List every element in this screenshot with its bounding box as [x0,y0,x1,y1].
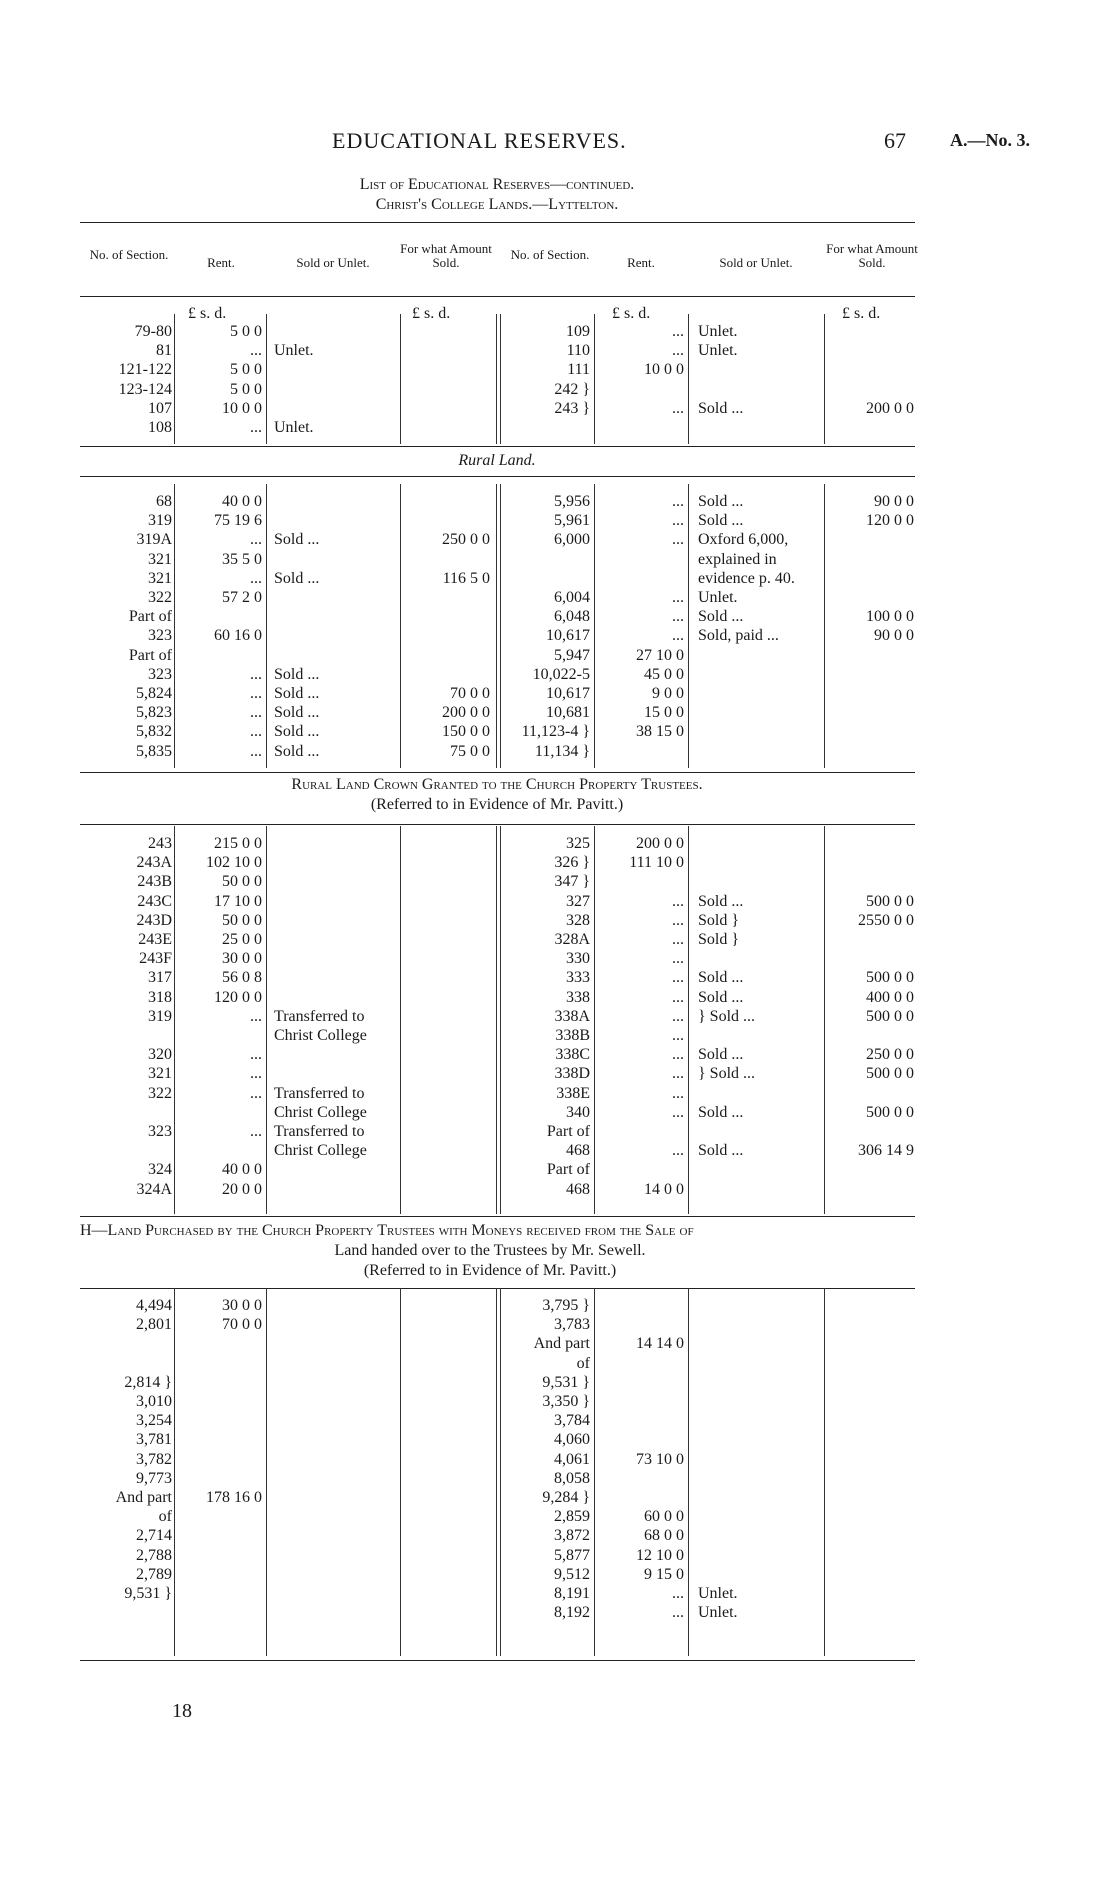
table-cell-section: 323 [148,1123,172,1140]
table-cell-section: Part of [128,646,172,664]
table-cell-rent: 50 0 0 [222,911,262,929]
table-cell-section: 2,788 [136,1546,172,1564]
units-amount-right: £ s. d. [842,305,881,322]
column-separator [688,1288,689,1656]
table-top-rule [80,222,915,223]
table-cell-sold: Transferred to [274,1084,365,1102]
table-cell-section: 81 [156,342,172,360]
table-cell-section: 319 [148,1007,172,1025]
table-cell-section: 338B [555,1027,590,1044]
table-cell-rent: ... [672,531,684,549]
table-cell-amount: 90 0 0 [874,627,914,645]
column-separator [824,314,825,444]
table-cell-rent: 5 0 0 [230,323,262,340]
table-cell-sold: Sold ... [698,969,744,987]
table-cell-rent: 30 0 0 [222,1297,262,1314]
table-cell-section: 243D [136,911,172,929]
table-cell-sold: Sold ... [274,742,320,760]
column-separator [688,826,689,1214]
table-cell-section: 326 } [554,854,590,872]
crown-block-top-rule [80,824,915,825]
column-header-section-right: No. of Section. [510,247,590,262]
table-cell-section: 11,123-4 } [521,723,590,741]
table-cell-section: 5,877 [554,1546,590,1564]
table-cell-section: 321 [148,550,172,568]
table-cell-rent: ... [672,608,684,626]
table-cell-section: 243 } [554,399,590,417]
table-cell-rent: ... [672,1065,684,1083]
table-cell-amount: 90 0 0 [874,493,914,510]
table-cell-sold: Oxford 6,000, [698,531,789,549]
table-cell-rent: ... [250,1065,262,1083]
table-cell-rent: 27 10 0 [636,646,684,664]
table-cell-rent: 9 0 0 [652,685,684,702]
table-cell-section: 107 [148,399,172,417]
town-block-bottom-rule [80,446,915,447]
table-cell-section: 9,773 [136,1469,172,1487]
table-cell-section: 468 [566,1142,590,1160]
table-cell-rent: 56 0 8 [222,969,262,987]
table-cell-rent: 30 0 0 [222,950,262,968]
table-cell-rent: 60 16 0 [214,627,262,645]
table-cell-sold: } Sold ... [698,1007,756,1025]
table-cell-sold: Sold ... [274,723,320,741]
table-cell-rent: 5 0 0 [230,380,262,398]
rural-block-top-rule [80,476,915,477]
table-cell-section: 243E [138,931,172,948]
column-separator [400,1288,401,1656]
table-cell-section: 324A [136,1180,172,1198]
table-cell-rent: ... [250,704,262,722]
table-cell-rent: 9 15 0 [644,1565,684,1583]
table-cell-amount: 200 0 0 [442,704,490,722]
table-cell-amount: 2550 0 0 [858,911,914,929]
table-cell-rent: 15 0 0 [644,704,684,722]
table-cell-rent: 70 0 0 [222,1316,262,1334]
table-cell-rent: 35 5 0 [222,550,262,568]
page-title: EDUCATIONAL RESERVES. [332,128,627,153]
table-cell-sold: Unlet. [698,1585,738,1602]
table-cell-section: And part [533,1335,590,1353]
table-cell-rent: ... [250,419,262,436]
table-cell-section: 338A [554,1007,590,1025]
table-cell-amount: 75 0 0 [450,742,490,760]
column-header-section-left: No. of Section. [89,247,169,262]
table-cell-rent: 14 14 0 [636,1335,684,1353]
column-separator [594,484,595,768]
column-separator [824,484,825,768]
column-separator [400,314,401,444]
units-rent-right: £ s. d. [612,305,651,322]
table-cell-amount: 400 0 0 [866,988,914,1006]
table-cell-section: 2,814 } [124,1373,172,1391]
table-cell-sold: Sold, paid ... [698,627,779,645]
table-cell-rent: ... [672,1027,684,1044]
table-cell-sold: Unlet. [698,323,738,340]
table-cell-rent: 5 0 0 [230,361,262,379]
table-cell-rent: 45 0 0 [644,665,684,683]
table-cell-rent: ... [250,1046,262,1064]
table-cell-rent: ... [250,665,262,683]
table-cell-section: 320 [148,1046,172,1064]
table-cell-sold: Sold ... [698,608,744,626]
table-cell-section: 3,782 [136,1450,172,1468]
table-cell-rent: ... [672,931,684,948]
table-cell-rent: 215 0 0 [214,835,262,852]
crown-block-bottom-rule [80,1216,915,1217]
table-cell-section: 318 [148,988,172,1006]
table-cell-rent: ... [672,988,684,1006]
table-cell-sold: Unlet. [698,342,738,360]
table-cell-rent: 10 0 0 [644,361,684,379]
table-cell-section: 322 [148,589,172,606]
table-cell-section: 319 [148,512,172,530]
table-cell-rent: ... [250,531,262,549]
table-cell-rent: ... [250,1123,262,1140]
table-cell-section: 321 [148,1065,172,1083]
table-cell-amount: 500 0 0 [866,1103,914,1121]
column-separator [496,484,497,768]
signature-number: 18 [172,1700,192,1722]
table-cell-section: 121-122 [118,361,172,379]
table-cell-rent: ... [250,1084,262,1102]
table-cell-amount: 500 0 0 [866,1007,914,1025]
table-cell-rent: 200 0 0 [636,835,684,852]
table-cell-sold: Sold ... [698,1046,744,1064]
table-cell-rent: 25 0 0 [222,931,262,948]
column-header-rent-left: Rent. [207,255,235,270]
table-cell-rent: ... [672,1007,684,1025]
table-cell-rent: 38 15 0 [636,723,684,741]
table-cell-section: 5,956 [554,493,590,510]
table-cell-section: 243B [137,873,172,891]
table-cell-sold: Sold ... [274,569,320,587]
column-separator [400,484,401,768]
table-cell-amount: 120 0 0 [866,512,914,530]
table-cell-section: 328A [554,931,590,948]
table-cell-rent: 60 0 0 [644,1508,684,1526]
table-cell-amount: 500 0 0 [866,892,914,910]
table-cell-rent: 50 0 0 [222,873,262,891]
table-cell-section: 2,789 [136,1565,172,1583]
table-cell-section: 3,781 [136,1431,172,1449]
table-cell-section: 4,494 [136,1297,172,1314]
table-cell-section: 9,512 [554,1565,590,1583]
table-cell-amount: 100 0 0 [866,608,914,626]
column-separator [174,484,175,768]
table-cell-section: 9,531 } [124,1585,172,1602]
table-cell-rent: ... [672,323,684,340]
table-cell-section: 8,191 [554,1585,590,1602]
table-cell-section: 9,531 } [542,1373,590,1391]
table-cell-section: 3,784 [554,1412,590,1430]
units-amount-left: £ s. d. [412,305,451,322]
table-cell-rent: 120 0 0 [214,988,262,1006]
column-separator [496,1288,497,1656]
table-cell-section: 330 [566,950,590,968]
h-land-note: (Referred to in Evidence of Mr. Pavitt.) [363,1262,617,1279]
table-cell-rent: ... [250,1007,262,1025]
table-cell-amount: 200 0 0 [866,399,914,417]
table-cell-sold: Sold ... [698,512,744,530]
table-cell-amount: 250 0 0 [866,1046,914,1064]
column-header-amount-right: For what Amount Sold. [826,241,918,270]
column-separator [266,826,267,1214]
table-cell-section: 5,832 [136,723,172,741]
table-cell-amount: 500 0 0 [866,1065,914,1083]
table-cell-sold: Sold ... [274,704,320,722]
column-separator [400,826,401,1214]
rural-land-title: Rural Land. [458,452,536,469]
column-separator [824,826,825,1214]
table-cell-sold: } Sold ... [698,1065,756,1083]
column-separator [824,1288,825,1656]
table-cell-section: Part of [546,1123,590,1140]
table-cell-sold: Sold ... [698,988,744,1006]
table-cell-rent: 17 10 0 [214,892,262,910]
table-cell-rent: 40 0 0 [222,493,262,510]
table-cell-sold: Sold ... [698,1103,744,1121]
table-cell-sold: Sold ... [698,1142,744,1160]
table-cell-rent: ... [672,1604,684,1622]
column-separator [496,826,497,1214]
table-cell-sold: Unlet. [274,342,314,360]
column-separator [266,484,267,768]
column-separator [174,1288,175,1656]
table-cell-rent: ... [672,1142,684,1160]
table-cell-section: 3,795 } [542,1297,590,1314]
table-cell-section: 338C [555,1046,590,1064]
table-cell-section: 109 [566,323,590,340]
table-cell-section: 2,859 [554,1508,590,1526]
table-cell-section: Part of [546,1161,590,1179]
table-cell-section: 242 } [554,380,590,398]
table-cell-rent: ... [250,723,262,741]
table-cell-sold: Transferred to [274,1123,365,1140]
table-cell-sold: explained in [698,550,777,568]
table-cell-sold: Unlet. [698,1604,738,1622]
column-header-amount-left: For what Amount Sold. [400,241,492,270]
table-cell-rent: 40 0 0 [222,1161,262,1179]
table-cell-rent: ... [672,1046,684,1064]
table-cell-section: 321 [148,569,172,587]
column-separator [496,314,497,444]
table-cell-rent: 10 0 0 [222,399,262,417]
table-cell-amount: 70 0 0 [450,685,490,702]
table-cell-section: 243F [139,950,172,968]
table-cell-rent: 178 16 0 [206,1489,262,1506]
table-cell-section: 325 [566,835,590,852]
column-separator [594,1288,595,1656]
table-cell-section: 8,058 [554,1469,590,1487]
table-cell-section: 6,004 [554,589,590,606]
table-cell-sold: Sold } [698,911,740,929]
table-cell-section: 9,284 } [542,1489,590,1506]
table-cell-rent: ... [672,399,684,417]
table-cell-section: 10,617 [546,627,590,645]
table-cell-section: 243C [137,892,172,910]
table-cell-rent: ... [672,892,684,910]
list-title: List of Educational Reserves—continued. [359,176,635,193]
table-cell-section: 340 [566,1103,590,1121]
table-cell-section: 68 [156,493,172,510]
table-cell-section: 10,022-5 [532,665,590,683]
table-cell-section: of [576,1354,590,1372]
table-cell-section: 338D [554,1065,590,1083]
table-cell-section: 2,714 [136,1527,172,1545]
crown-granted-title: Rural Land Crown Granted to the Church Property Trustees. [291,776,703,793]
table-cell-section: of [158,1508,172,1526]
table-cell-rent: 111 10 0 [629,854,684,872]
table-cell-sold: Unlet. [274,419,314,436]
table-cell-sold: Sold ... [274,665,320,683]
table-cell-section: 10,617 [546,685,590,702]
column-header-sold-left: Sold or Unlet. [296,255,370,270]
table-cell-sold: Sold } [698,931,740,948]
table-cell-section: 6,048 [554,608,590,626]
table-cell-section: 5,824 [136,685,172,702]
table-cell-section: 5,823 [136,704,172,722]
table-cell-section: 324 [148,1161,172,1179]
table-cell-rent: ... [672,950,684,968]
table-cell-rent: ... [250,742,262,760]
column-separator [594,314,595,444]
table-cell-section: 243 [148,835,172,852]
units-rent-left: £ s. d. [188,305,227,322]
lands-subtitle: Christ's College Lands.—Lyttelton. [375,196,619,213]
table-cell-section: 4,061 [554,1450,590,1468]
table-cell-section: 10,681 [546,704,590,722]
column-separator [594,826,595,1214]
table-cell-section: 3,254 [136,1412,172,1430]
h-land-title: H—Land Purchased by the Church Property Trustees with Moneys received from the Sale of [80,1222,694,1239]
table-cell-rent: 68 0 0 [644,1527,684,1545]
table-cell-rent: ... [672,627,684,645]
table-cell-rent: ... [672,589,684,606]
table-cell-sold: Christ College [274,1027,367,1044]
table-cell-section: 5,835 [136,742,172,760]
table-cell-section: 338 [566,988,590,1006]
table-cell-rent: ... [672,1585,684,1602]
table-cell-section: 243A [136,854,172,872]
table-cell-rent: 57 2 0 [222,589,262,606]
table-cell-rent: 75 19 6 [214,512,262,530]
table-bottom-rule [80,1660,915,1661]
table-cell-rent: 73 10 0 [636,1450,684,1468]
table-cell-section: 468 [566,1180,590,1198]
crown-granted-note: (Referred to in Evidence of Mr. Pavitt.) [370,796,624,813]
table-cell-sold: Transferred to [274,1007,365,1025]
table-cell-section: 333 [566,969,590,987]
table-cell-section: 123-124 [118,380,172,398]
table-cell-section: 3,872 [554,1527,590,1545]
table-cell-section: 317 [148,969,172,987]
table-cell-rent: ... [672,911,684,929]
column-separator [174,826,175,1214]
column-header-rent-right: Rent. [627,255,655,270]
table-cell-rent: ... [672,969,684,987]
column-header-sold-right: Sold or Unlet. [719,255,793,270]
table-cell-rent: ... [250,342,262,360]
table-cell-amount: 116 5 0 [442,569,490,587]
table-cell-rent: ... [672,493,684,510]
table-cell-amount: 306 14 9 [858,1142,914,1160]
table-cell-section: 108 [148,419,172,436]
table-cell-section: 5,961 [554,512,590,530]
table-cell-section: 338E [556,1084,590,1102]
table-cell-section: 319A [136,531,172,549]
table-cell-amount: 500 0 0 [866,969,914,987]
table-cell-section: 8,192 [554,1604,590,1622]
table-cell-sold: Sold ... [698,493,744,510]
table-cell-rent: ... [250,569,262,587]
table-cell-section: 2,801 [136,1316,172,1334]
table-cell-sold: Christ College [274,1142,367,1160]
table-cell-rent: 20 0 0 [222,1180,262,1198]
table-cell-section: 6,000 [554,531,590,549]
table-cell-rent: 102 10 0 [206,854,262,872]
table-cell-section: 327 [566,892,590,910]
table-cell-section: 347 } [554,873,590,891]
column-separator [266,1288,267,1656]
table-cell-rent: 12 10 0 [636,1546,684,1564]
table-cell-section: Part of [128,608,172,626]
table-cell-section: 5,947 [554,646,590,664]
table-cell-section: And part [115,1489,172,1506]
table-cell-sold: Sold ... [274,685,320,702]
table-cell-rent: ... [672,1103,684,1121]
table-cell-section: 322 [148,1084,172,1102]
table-cell-section: 4,060 [554,1431,590,1449]
column-separator [688,314,689,444]
page-number: 67 [884,128,906,153]
table-cell-rent: ... [672,342,684,360]
table-header-rule [80,296,915,297]
column-separator [266,314,267,444]
table-cell-sold: Sold ... [698,892,744,910]
table-cell-section: 323 [148,665,172,683]
table-cell-rent: 14 0 0 [644,1180,684,1198]
table-cell-section: 328 [566,911,590,929]
table-cell-rent: ... [672,512,684,530]
table-cell-amount: 150 0 0 [442,723,490,741]
table-cell-section: 3,783 [554,1316,590,1334]
rural-block-bottom-rule [80,772,915,773]
document-reference: A.—No. 3. [950,130,1030,150]
h-land-subtitle: Land handed over to the Trustees by Mr. Sewell. [334,1242,646,1259]
column-separator [688,484,689,768]
table-cell-amount: 250 0 0 [442,531,490,549]
h-block-top-rule [80,1288,915,1289]
column-separator [174,314,175,444]
table-cell-rent: ... [672,1084,684,1102]
table-cell-sold: Sold ... [274,531,320,549]
table-cell-section: 79-80 [134,323,172,340]
table-cell-section: 11,134 } [534,742,590,760]
table-cell-sold: evidence p. 40. [698,569,795,587]
table-cell-sold: Christ College [274,1103,367,1121]
table-cell-section: 110 [566,342,590,360]
table-cell-section: 323 [148,627,172,645]
table-cell-section: 3,350 } [542,1393,590,1410]
table-cell-sold: Unlet. [698,589,738,606]
table-cell-rent: ... [250,685,262,702]
table-cell-sold: Sold ... [698,399,744,417]
table-cell-section: 3,010 [136,1393,172,1410]
table-cell-section: 111 [567,361,590,379]
